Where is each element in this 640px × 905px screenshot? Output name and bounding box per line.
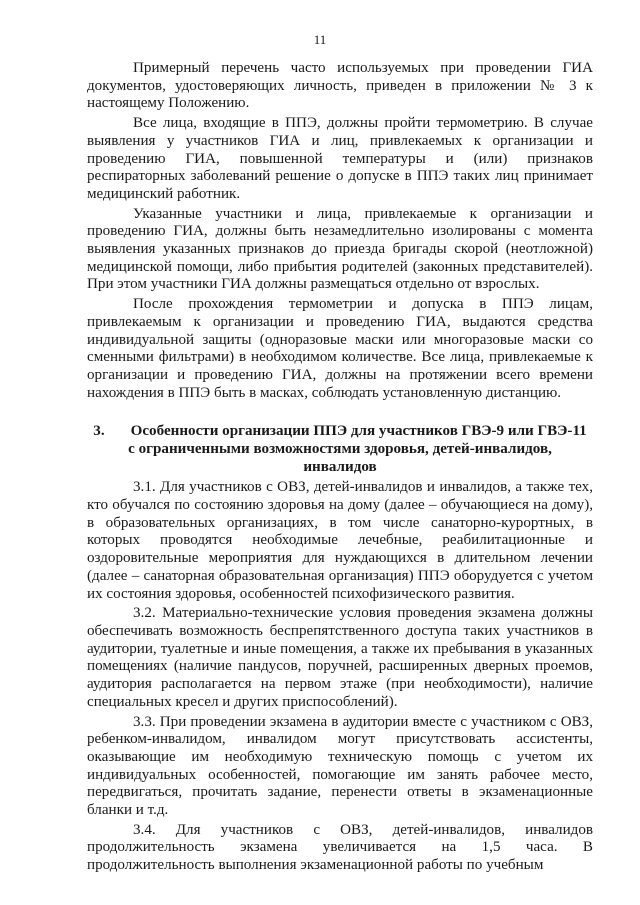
paragraph-3-2: 3.2. Материально-технические условия проведения экзамена должны обеспечивать возможность беспрепятственного доступа таких участников в аудитории, туалетные и иные помещения, а также их пребывания в указанных помещениях (наличие пандусов, поручней, расширенных дверных проемов, аудитория располагается на первом этаже (при необходимости), наличие специальных кресел и других приспособлений). [87,605,593,710]
section-heading [87,422,593,476]
page-number: 11 [313,32,327,47]
paragraph-3-4: 3.4. Для участников с ОВЗ, детей-инвалидов, инвалидов продолжительность экзамена увеличивается на 1,5 часа. В продолжительность выполнения экзаменационной работы по учебным [87,821,593,874]
paragraph-isolation: Указанные участники и лица, привлекаемые к организации и проведению ГИА, должны быть незамедлительно изолированы с момента выявления указанных признаков до приезда бригады скорой (неотложной) медицинской помощи, либо прибытия родителей (законных представителей). При этом участники ГИА должны размещаться отдельно от взрослых. [87,205,593,293]
section-title: Особенности организации ППЭ для участников ГВЭ-9 или ГВЭ-11 с ограниченными возможностями здоровья, детей-инвалидов, инвалидов [128,423,587,476]
paragraph-3-1: 3.1. Для участников с ОВЗ, детей-инвалидов и инвалидов, а также тех, кто обучался по состоянию здоровья на дому (далее – обучающиеся на дому), в образовательных организациях, в том числе санаторно-курортных, в которых проводятся необходимые лечебные, реабилитационные и оздоровительные мероприятия для нуждающихся в длительном лечении (далее – санаторная образовательная организация) ППЭ оборудуется с учетом их состояния здоровья, особенностей психофизического развития. [87,479,593,602]
paragraph-thermometry: Все лица, входящие в ППЭ, должны пройти термометрию. В случае выявления у участников ГИА и лиц, привлекаемых к организации и проведению ГИА, повышенной температуры и (или) признаков респираторных заболеваний решение о допуске в ППЭ таких лиц принимает медицинский работник. [87,115,593,202]
paragraph-3-3: 3.3. При проведении экзамена в аудитории вместе с участником с ОВЗ, ребенком-инвалидом, инвалидом могут присутствовать ассистенты, оказывающие им необходимую техническую помощь с учетом их индивидуальных особенностей, помогающие им занять рабочее место, передвигаться, прочитать задание, перенести ответы в экзаменационные бланки и т.д. [87,713,593,819]
paragraph-protective-masks: После прохождения термометрии и допуска в ППЭ лицам, привлекаемым к организации и проведению ГИА, выдаются средства индивидуальной защиты (одноразовые маски или многоразовые маски со сменными фильтрами) в необходимом количестве. Все лица, привлекаемые к организации и проведению ГИА, должны на протяжении всего времени нахождения в ППЭ быть в масках, соблюдать установленную дистанцию. [87,296,593,401]
page-content [87,60,593,875]
section-number: 3. [93,423,105,440]
paragraph-id-documents: Примерный перечень часто используемых при проведении ГИА документов, удостоверяющих личность, приведен в приложении № 3 к настоящему Положению. [87,60,593,112]
